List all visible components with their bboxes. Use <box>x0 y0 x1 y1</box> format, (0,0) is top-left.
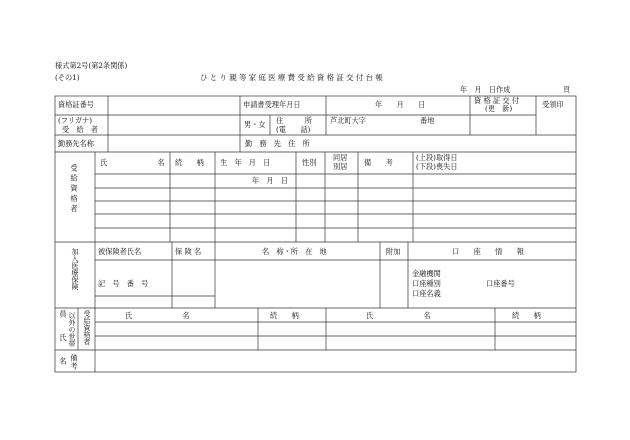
account-holder-label: 口座名義 <box>412 289 441 298</box>
account-type-label: 口座種別 <box>412 279 441 288</box>
account-number-label: 口座番号 <box>486 279 515 288</box>
address-value: 芦北町大字 <box>330 116 366 125</box>
others-name-header-right: 氏 名 <box>366 311 431 320</box>
others-inner-label-2: 受給資格者 <box>83 310 91 345</box>
sex-label: 男・女 <box>244 120 266 129</box>
renewal-label: (更 新) <box>485 104 513 113</box>
qualified-sex-header: 性別 <box>302 158 317 167</box>
recipient-label: 受 給 者 <box>62 125 98 134</box>
cert-number-label: 資格証番号 <box>58 100 94 109</box>
banchi-label: 番地 <box>420 116 435 125</box>
sub-number: (その1) <box>55 73 80 82</box>
table-frame <box>55 96 576 372</box>
remarks-label: 備考 <box>70 354 79 371</box>
symbol-number-label: 記 号 番 号 <box>98 279 149 288</box>
qualified-name-header: 氏 名 <box>100 158 165 167</box>
birth-date-placeholder: 年 月 日 <box>252 176 288 185</box>
cohabit-header: 同居 <box>333 153 348 162</box>
workplace-address-label: 勤 務 先 住 所 <box>245 139 310 148</box>
others-relation-header-right: 続 柄 <box>512 311 541 320</box>
qualified-remarks-header: 備 考 <box>364 158 393 167</box>
others-name-header-left: 氏 名 <box>125 311 190 320</box>
address-label: 住 所 <box>276 116 312 125</box>
addendum-header: 附加 <box>386 247 401 256</box>
qualified-side-label: 受給資格者 <box>70 164 79 215</box>
separate-header: 別居 <box>333 162 348 171</box>
others-outer-label: 員 氏 名 <box>59 310 68 372</box>
insurance-side-label: 加入医療保険 <box>71 248 79 290</box>
others-relation-header-left: 続 柄 <box>270 311 299 320</box>
bank-label: 金融機関 <box>412 269 441 278</box>
phone-label: (電 話) <box>276 125 311 134</box>
insured-name-header: 被保険者氏名 <box>98 247 142 256</box>
form-number: 様式第2号(第2条関係) <box>55 61 128 70</box>
qualified-birth-header: 生 年 月 日 <box>220 158 271 167</box>
name-address-header: 名 称・所 在 地 <box>262 247 327 256</box>
page-title: ひ と り 親 等 家 庭 医 療 費 受 給 資 格 証 交 付 台 帳 <box>200 73 383 82</box>
created-date: 年 月 日作成 <box>460 85 511 94</box>
furigana-label: (フリガナ) <box>58 116 92 125</box>
application-date-value: 年 月 日 <box>375 100 426 109</box>
others-inner-label: 以外の世帯 <box>68 312 76 347</box>
acquire-date-header: (上段)取得日 <box>416 153 458 162</box>
account-info-header: 口 座 情 報 <box>452 247 524 256</box>
issue-label: 資 格 証 交 付 <box>474 96 520 105</box>
qualified-relation-header: 続 柄 <box>175 158 204 167</box>
workplace-name-label: 勤務先名称 <box>58 139 94 148</box>
page-number: 頁 <box>563 85 571 94</box>
application-date-label: 申請書受理年月日 <box>243 100 301 109</box>
insurance-name-header: 保 険 名 <box>175 247 202 256</box>
receipt-seal-label: 受領印 <box>542 100 564 109</box>
lose-date-header: (下段)喪失日 <box>416 162 458 171</box>
